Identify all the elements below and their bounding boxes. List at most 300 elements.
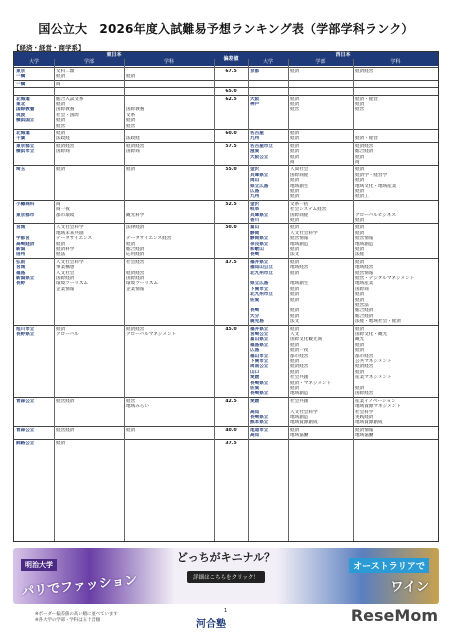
east-dept-cell: 地域みらい	[126, 404, 149, 410]
east-dept-cell: 経済経営	[126, 326, 145, 332]
west-dept-cell: 経済情報	[355, 427, 374, 433]
east-faculty-cell: 国際教養	[56, 107, 75, 113]
east-faculty-cell: データサイエンス	[56, 236, 93, 242]
west-faculty-cell: 商	[290, 159, 295, 165]
banner-left-tag: 明治大学	[21, 559, 57, 571]
west-univ-cell: 奈良県立	[250, 241, 269, 247]
east-faculty-cell: グローバル	[56, 331, 79, 337]
kawaijuku-logo: 河合塾	[196, 619, 226, 630]
west-faculty-cell: 地域資源創成	[290, 420, 318, 426]
east-univ-cell: 東北	[16, 101, 26, 107]
table-row	[14, 129, 438, 143]
footnotes	[35, 612, 118, 624]
banner-question: どっちがキニナル？	[176, 551, 276, 564]
west-dept-cell: 法経	[355, 252, 365, 258]
east-faculty-cell: 環境ツーリズム	[56, 281, 89, 287]
west-faculty-cell: 地域創造	[290, 241, 309, 247]
west-univ-cell: 金沢	[250, 201, 260, 207]
west-univ-cell: 佐賀	[250, 297, 260, 303]
west-dept-cell: 経済	[355, 259, 365, 265]
east-univ-cell: 宮城	[16, 265, 26, 271]
west-univ-cell: 広島	[250, 188, 260, 194]
west-dept-cell: 都市経営	[355, 353, 374, 359]
west-univ-cell: 和歌山	[250, 246, 264, 252]
east-faculty-cell: 人文社会科学	[56, 259, 84, 265]
east-faculty-cell: 経済	[56, 74, 66, 80]
west-univ-cell: 長崎県立	[250, 391, 269, 397]
west-faculty-cell: 国際文化観光商	[290, 337, 323, 343]
east-dept-cell: 応用経済	[126, 252, 145, 258]
banner-right	[349, 554, 429, 595]
west-faculty-cell: 経済	[290, 326, 300, 332]
west-univ-cell: 県立広島	[250, 183, 269, 189]
west-univ-cell: 北九州市立	[250, 292, 273, 298]
east-faculty-cell: 国際経済	[56, 275, 75, 281]
west-faculty-cell: 経済	[290, 427, 300, 433]
west-univ-cell: 高知	[250, 433, 260, 439]
east-faculty-cell: 経済	[56, 101, 66, 107]
west-faculty-cell: 国際商経	[290, 172, 309, 178]
score-cell: 62.5	[225, 96, 237, 102]
west-dept-cell: 経済	[355, 230, 365, 236]
west-faculty-cell: 地域創生	[290, 281, 309, 287]
east-dept-cell: 文系	[126, 112, 136, 118]
table-row	[14, 95, 438, 130]
west-univ-cell: 下関市立	[250, 358, 269, 364]
ranking-table	[13, 51, 439, 542]
west-univ-cell: 福井県立	[250, 259, 269, 265]
west-univ-cell: 九州	[250, 194, 260, 200]
west-dept-cell: 経済学・経営学	[355, 172, 388, 178]
column-divider	[288, 59, 289, 541]
west-faculty-cell: 社会共創	[290, 375, 309, 381]
column-divider	[248, 59, 249, 541]
west-dept-cell: 地域資源マネジメント	[355, 404, 401, 410]
west-univ-cell: 県立広島	[250, 281, 269, 287]
east-faculty-cell: 商	[56, 81, 61, 87]
west-univ-cell: 長崎県立	[250, 380, 269, 386]
east-univ-cell: 東京都立	[16, 143, 35, 149]
banner-right-text: ワイン	[390, 580, 429, 595]
resemom-watermark	[351, 606, 438, 625]
east-dept-cell: 経済経営	[126, 270, 145, 276]
west-univ-cell: 兵庫県立	[250, 172, 269, 178]
east-faculty-cell: 経営	[56, 123, 66, 129]
page-number: 1	[224, 608, 228, 614]
east-univ-cell: 弘前	[16, 259, 26, 265]
east-univ-cell: 信州	[16, 252, 26, 258]
east-dept-cell: 経営	[126, 398, 136, 404]
column-divider	[214, 59, 215, 541]
west-univ-cell: 長崎県立	[250, 414, 269, 420]
west-univ-cell: 愛媛	[250, 375, 260, 381]
west-faculty-cell: 経済	[290, 358, 300, 364]
east-univ-cell: 北海道	[16, 96, 30, 102]
west-dept-cell: 経済経営	[355, 69, 374, 74]
east-dept-cell: 観光科学	[126, 212, 145, 218]
west-faculty-cell: 経営情報	[290, 236, 309, 242]
score-cell: 52.5	[225, 201, 237, 207]
west-dept-cell: 法経・地域社会・経済	[355, 319, 401, 325]
west-dept-cell: 総合経済	[355, 149, 374, 155]
west-univ-cell: 愛媛	[250, 398, 260, 404]
west-dept-cell: 地域協働	[355, 433, 374, 439]
east-faculty-cell: 経営経済	[56, 427, 75, 433]
score-cell: 55.0	[225, 167, 237, 173]
east-univ-cell: 旭川市立	[16, 326, 35, 332]
west-faculty-cell: 社会共創	[290, 398, 309, 404]
east-univ-cell: 青森公立	[16, 398, 35, 404]
west-faculty-cell: 経済	[290, 217, 300, 223]
west-faculty-cell: 経済	[290, 297, 300, 303]
west-univ-cell: 岐阜	[250, 207, 260, 213]
west-dept-cell: 総合経済	[355, 308, 374, 314]
west-dept-cell: 地域経営	[355, 265, 374, 271]
footnote-2: ※各大学の学部・学科は五十音順	[35, 618, 101, 623]
east-faculty-cell: 事業構想	[56, 265, 75, 271]
east-univ-cell: 筑波	[16, 112, 26, 118]
west-dept-cell: 商	[355, 159, 360, 165]
east-dept-cell: 国際商	[126, 149, 140, 155]
west-faculty-cell: 地域創生	[290, 183, 309, 189]
score-cell: 50.0	[225, 225, 237, 231]
table-row	[14, 258, 438, 326]
west-univ-cell: 福山市立	[250, 353, 269, 359]
east-univ-cell: 宇都宮	[16, 236, 30, 242]
west-univ-cell: 大分	[250, 313, 260, 319]
east-faculty-cell: 経済経営	[56, 143, 75, 149]
west-univ-cell: 大阪	[250, 96, 260, 102]
west-dept-cell: 経営・デジタルマネジメント	[355, 275, 415, 281]
col-univ-west: 大学	[248, 59, 288, 66]
west-univ-cell: 高知	[250, 409, 260, 415]
west-faculty-cell: 経済	[290, 246, 300, 252]
table-row	[14, 142, 438, 167]
east-dept-cell: 社会経営	[126, 259, 145, 265]
west-univ-cell: 大阪公立	[250, 154, 269, 160]
east-faculty-cell: 人文社会科学	[56, 225, 84, 231]
west-faculty-cell: 経済	[290, 178, 300, 184]
score-cell: 40.0	[225, 427, 237, 433]
banner-left	[20, 552, 139, 601]
east-univ-cell: 埼玉	[16, 167, 26, 173]
table-row	[14, 165, 438, 200]
east-faculty-cell: 企業情報	[56, 286, 75, 292]
west-dept-cell: 地域資源創成	[355, 420, 383, 426]
score-cell: 57.5	[225, 143, 237, 149]
west-faculty-cell: 経済	[290, 270, 300, 276]
east-faculty-cell: 地域未来共創	[56, 230, 84, 236]
west-univ-cell: 佐賀	[250, 385, 260, 391]
west-faculty-cell: 経済	[290, 369, 300, 375]
east-dept-cell: 国際経済	[126, 275, 145, 281]
west-dept-cell: 経済	[355, 385, 365, 391]
west-univ-cell: 兵庫県立	[250, 212, 269, 218]
east-univ-cell: 一橋	[16, 81, 26, 87]
west-univ-cell: 周南公立	[250, 364, 269, 370]
east-faculty-cell: 経済	[56, 167, 66, 173]
west-univ-cell: 静岡	[250, 230, 260, 236]
west-faculty-cell: 経済	[290, 292, 300, 298]
west-faculty-cell: 経済	[290, 194, 300, 200]
table-row	[14, 200, 438, 225]
west-univ-cell: 神戸	[250, 101, 260, 107]
east-faculty-cell: 社会・国際	[56, 112, 79, 118]
west-faculty-cell: 地域創造	[290, 414, 309, 420]
west-univ-cell: 宮崎公立	[250, 331, 269, 337]
banner-left-text: パリでファッション	[20, 572, 139, 601]
west-faculty-cell: 経済	[290, 342, 300, 348]
west-dept-cell: 経済	[355, 297, 365, 303]
east-dept-cell: 法政経	[126, 136, 140, 142]
east-univ-cell: 横浜市立	[16, 149, 35, 155]
west-faculty-cell: 経済	[290, 308, 300, 314]
west-dept-cell: 経済・経営	[355, 96, 378, 102]
column-divider	[353, 59, 354, 541]
east-univ-cell: 国際教養	[16, 107, 35, 113]
west-faculty-cell: 経済経営	[290, 364, 309, 370]
west-faculty-cell: 人文	[290, 331, 300, 337]
score-cell: 60.0	[225, 131, 237, 136]
east-univ-cell: 長野	[16, 281, 26, 287]
west-dept-cell: 地域産業	[355, 281, 374, 287]
west-univ-cell: 金沢	[250, 167, 260, 173]
table-row	[14, 223, 438, 258]
east-faculty-cell: 文科二類	[56, 69, 75, 74]
east-univ-cell: 長野県立	[16, 331, 35, 337]
score-cell: 42.5	[225, 398, 237, 404]
east-faculty-cell: 経済	[56, 440, 66, 446]
east-univ-cell: 千葉	[16, 136, 26, 142]
west-faculty-cell: 経済・マネジメント	[290, 380, 332, 386]
banner-cta-button[interactable]: 詳細はこちらをクリック！	[187, 571, 265, 583]
west-dept-cell: 産業マネジメント	[355, 375, 392, 381]
west-faculty-cell: 法文	[290, 319, 300, 325]
west-faculty-cell: 人文社会科学	[290, 230, 318, 236]
column-divider	[54, 59, 55, 541]
page-title: 国公立大 2026年度入試難易予想ランキング表（学部学科ランク）	[38, 22, 414, 36]
west-dept-cell: 経済	[355, 101, 365, 107]
score-cell: 37.5	[225, 440, 237, 446]
section-heading: 【経済・経営・商学系】	[13, 43, 99, 54]
west-dept-cell: 経済・経営	[355, 136, 378, 142]
east-faculty-cell: 国際商	[56, 149, 70, 155]
east-dept-cell: 経済	[126, 74, 136, 80]
east-univ-cell: 小樽商科	[16, 201, 35, 207]
east-faculty-cell: 経済	[56, 326, 66, 332]
east-faculty-cell: 経営経済	[56, 398, 75, 404]
west-univ-cell: 富山県立	[250, 337, 269, 343]
west-univ-cell: 長崎	[250, 308, 260, 314]
west-faculty-cell: 経済	[290, 101, 300, 107]
west-univ-cell: 福知山公立	[250, 265, 273, 271]
east-univ-cell: 横浜国立	[16, 118, 35, 124]
west-faculty-cell: 経済	[290, 136, 300, 142]
west-dept-cell: 社会科学	[355, 409, 374, 415]
west-dept-cell: 国際文化・観光	[355, 331, 388, 337]
east-faculty-cell: 商一夜	[56, 207, 70, 213]
east-faculty-cell: 経済科学	[56, 246, 75, 252]
west-faculty-cell: 経済	[290, 131, 300, 136]
west-dept-cell: 観光	[355, 337, 365, 343]
west-dept-cell: 経済	[355, 188, 365, 194]
east-dept-cell: 経済経営	[126, 143, 145, 149]
west-univ-cell: 鹿児島	[250, 319, 264, 325]
west-header: 西日本	[248, 52, 438, 59]
column-divider	[124, 59, 125, 541]
west-faculty-cell: 経済	[290, 259, 300, 265]
east-faculty-cell: 商	[56, 201, 61, 207]
west-faculty-cell: 人文社会科学	[290, 409, 318, 415]
banner-middle	[173, 552, 279, 583]
west-dept-cell: 地域文化・地域産業	[355, 183, 397, 189]
west-univ-cell: 静岡県立	[250, 236, 269, 242]
east-dept-cell: 経営	[126, 123, 136, 129]
west-faculty-cell: 経済	[290, 143, 300, 149]
west-faculty-cell: 地域経営	[290, 265, 309, 271]
west-dept-cell: 経営法	[355, 302, 369, 308]
west-univ-cell: 京都	[250, 69, 260, 74]
east-univ-cell: 福島	[16, 270, 26, 276]
west-univ-cell: 北九州市立	[250, 270, 273, 276]
west-dept-cell: 総合経済	[355, 313, 374, 319]
west-dept-cell: 経済	[355, 217, 365, 223]
east-dept-cell: 総合経済	[126, 246, 145, 252]
east-faculty-cell: 経済	[56, 118, 66, 124]
table-row	[14, 439, 438, 447]
west-dept-cell: 国際経営	[355, 391, 374, 397]
east-dept-cell: 経済	[126, 241, 136, 247]
west-univ-cell: 尾道市立	[250, 427, 269, 433]
east-univ-cell: 新潟	[16, 246, 26, 252]
west-univ-cell: 香川	[250, 217, 260, 223]
west-dept-cell: 地域創造	[355, 241, 374, 247]
west-univ-cell: 福島県立	[250, 342, 269, 348]
west-univ-cell: 滋賀	[250, 149, 260, 155]
west-dept-cell: 経済	[355, 225, 365, 231]
west-univ-cell: 広島	[250, 348, 260, 354]
score-header: 偏差値	[214, 52, 248, 66]
east-faculty-cell: 経済	[56, 241, 66, 247]
east-dept-cell: グローバルマネジメント	[126, 331, 177, 337]
west-dept-cell: 経済	[355, 292, 365, 298]
east-header: 東日本	[14, 52, 214, 59]
east-univ-cell: 北海道	[16, 131, 30, 136]
west-dept-cell: 経営情報	[355, 236, 374, 242]
east-faculty-cell: 経済	[56, 131, 66, 136]
east-univ-cell: 宮城	[16, 225, 26, 231]
west-univ-cell: 福井県立	[250, 326, 269, 332]
west-dept-cell: 経済	[355, 167, 365, 173]
west-dept-cell: グローバルビジネス	[355, 212, 396, 218]
west-dept-cell: 実践経済	[355, 414, 374, 420]
west-dept-cell: 経済	[355, 348, 365, 354]
west-faculty-cell: 経済	[290, 225, 300, 231]
west-faculty-cell: 経済	[290, 188, 300, 194]
east-faculty-cell: 都市環境	[56, 212, 75, 218]
east-dept-cell: 法律経済	[126, 225, 145, 231]
east-faculty-cell: 総合入試文系	[56, 96, 84, 102]
table-row	[14, 67, 438, 81]
west-faculty-cell: 経済一夜	[290, 348, 309, 354]
score-cell: 65.0	[225, 89, 237, 95]
resemom-watermark-text: ReseMom	[350, 606, 438, 625]
east-dept-cell: 環境ツーリズム	[126, 281, 159, 287]
west-faculty-cell: 経済	[290, 154, 300, 160]
west-dept-cell: 経済	[355, 178, 365, 184]
west-dept-cell: 経営	[355, 107, 365, 113]
west-faculty-cell: 経済	[290, 69, 300, 74]
footnote-1: ※ボーダー偏差値の高い順に並べています	[35, 612, 118, 617]
table-row	[14, 397, 438, 427]
west-univ-cell: 長崎	[250, 252, 260, 258]
col-univ-east: 大学	[14, 59, 54, 66]
west-dept-cell: 経済	[355, 369, 365, 375]
promo-banner[interactable]	[13, 548, 439, 604]
table-row	[14, 325, 438, 398]
west-dept-cell: 経済	[355, 326, 365, 332]
east-dept-cell: 経済	[126, 118, 136, 124]
east-faculty-cell: 経法	[56, 252, 66, 258]
west-dept-cell: 経営情報	[355, 270, 374, 276]
east-univ-cell: 東京都市	[16, 212, 35, 218]
west-faculty-cell: 地域協働	[290, 433, 309, 439]
east-dept-cell: データサイエンス経営	[126, 236, 172, 242]
col-dept-east: 学科	[124, 59, 214, 66]
west-univ-cell: 岡山	[250, 178, 260, 184]
east-univ-cell: 新潟県立	[16, 275, 35, 281]
west-faculty-cell: 社会システム経営	[290, 207, 327, 213]
east-faculty-cell: 人文社会	[56, 270, 75, 276]
west-univ-cell: 富山	[250, 225, 260, 231]
west-faculty-cell: 経済	[290, 149, 300, 155]
west-faculty-cell: 文系一括	[290, 201, 309, 207]
west-faculty-cell: 都市経営	[290, 353, 309, 359]
west-faculty-cell: 地域創造	[290, 391, 309, 397]
west-univ-cell: 熊本県立	[250, 420, 269, 426]
west-dept-cell: 産業イノベーション	[355, 398, 396, 404]
east-univ-cell: 東京	[16, 69, 26, 74]
east-dept-cell: 企業情報	[126, 286, 145, 292]
west-faculty-cell: 国際商経	[290, 212, 309, 218]
east-faculty-cell: 法政経	[56, 136, 70, 142]
west-univ-cell: 下関市立	[250, 286, 269, 292]
west-dept-cell: 経済	[355, 154, 365, 160]
west-univ-cell: 九州	[250, 136, 260, 142]
score-cell: 47.5	[225, 259, 237, 265]
west-faculty-cell: 経済	[290, 96, 300, 102]
east-univ-cell: 釧路公立	[16, 440, 35, 446]
east-univ-cell: 青森公立	[16, 427, 35, 433]
col-dept-west: 学科	[353, 59, 438, 66]
east-dept-cell: 国際教養	[126, 107, 145, 113]
east-dept-cell: 経済	[126, 167, 136, 173]
west-dept-cell: 経済経営	[355, 364, 374, 370]
west-faculty-cell: 法文	[290, 252, 300, 258]
west-univ-cell: 名古屋	[250, 131, 264, 136]
east-dept-cell: 経済	[126, 427, 136, 433]
table-row	[14, 426, 438, 440]
west-univ-cell: 名古屋市立	[250, 143, 273, 149]
west-dept-cell: 経済工	[355, 194, 369, 200]
east-univ-cell: 一橋	[16, 74, 26, 80]
west-faculty-cell: 経済	[290, 286, 300, 292]
west-dept-cell: 経済	[355, 246, 365, 252]
west-dept-cell: 国際商	[355, 286, 369, 292]
west-dept-cell: 経済	[355, 342, 365, 348]
banner-right-tag: オーストラリアで	[349, 558, 429, 573]
west-dept-cell: 公共マネジメント	[355, 358, 392, 364]
